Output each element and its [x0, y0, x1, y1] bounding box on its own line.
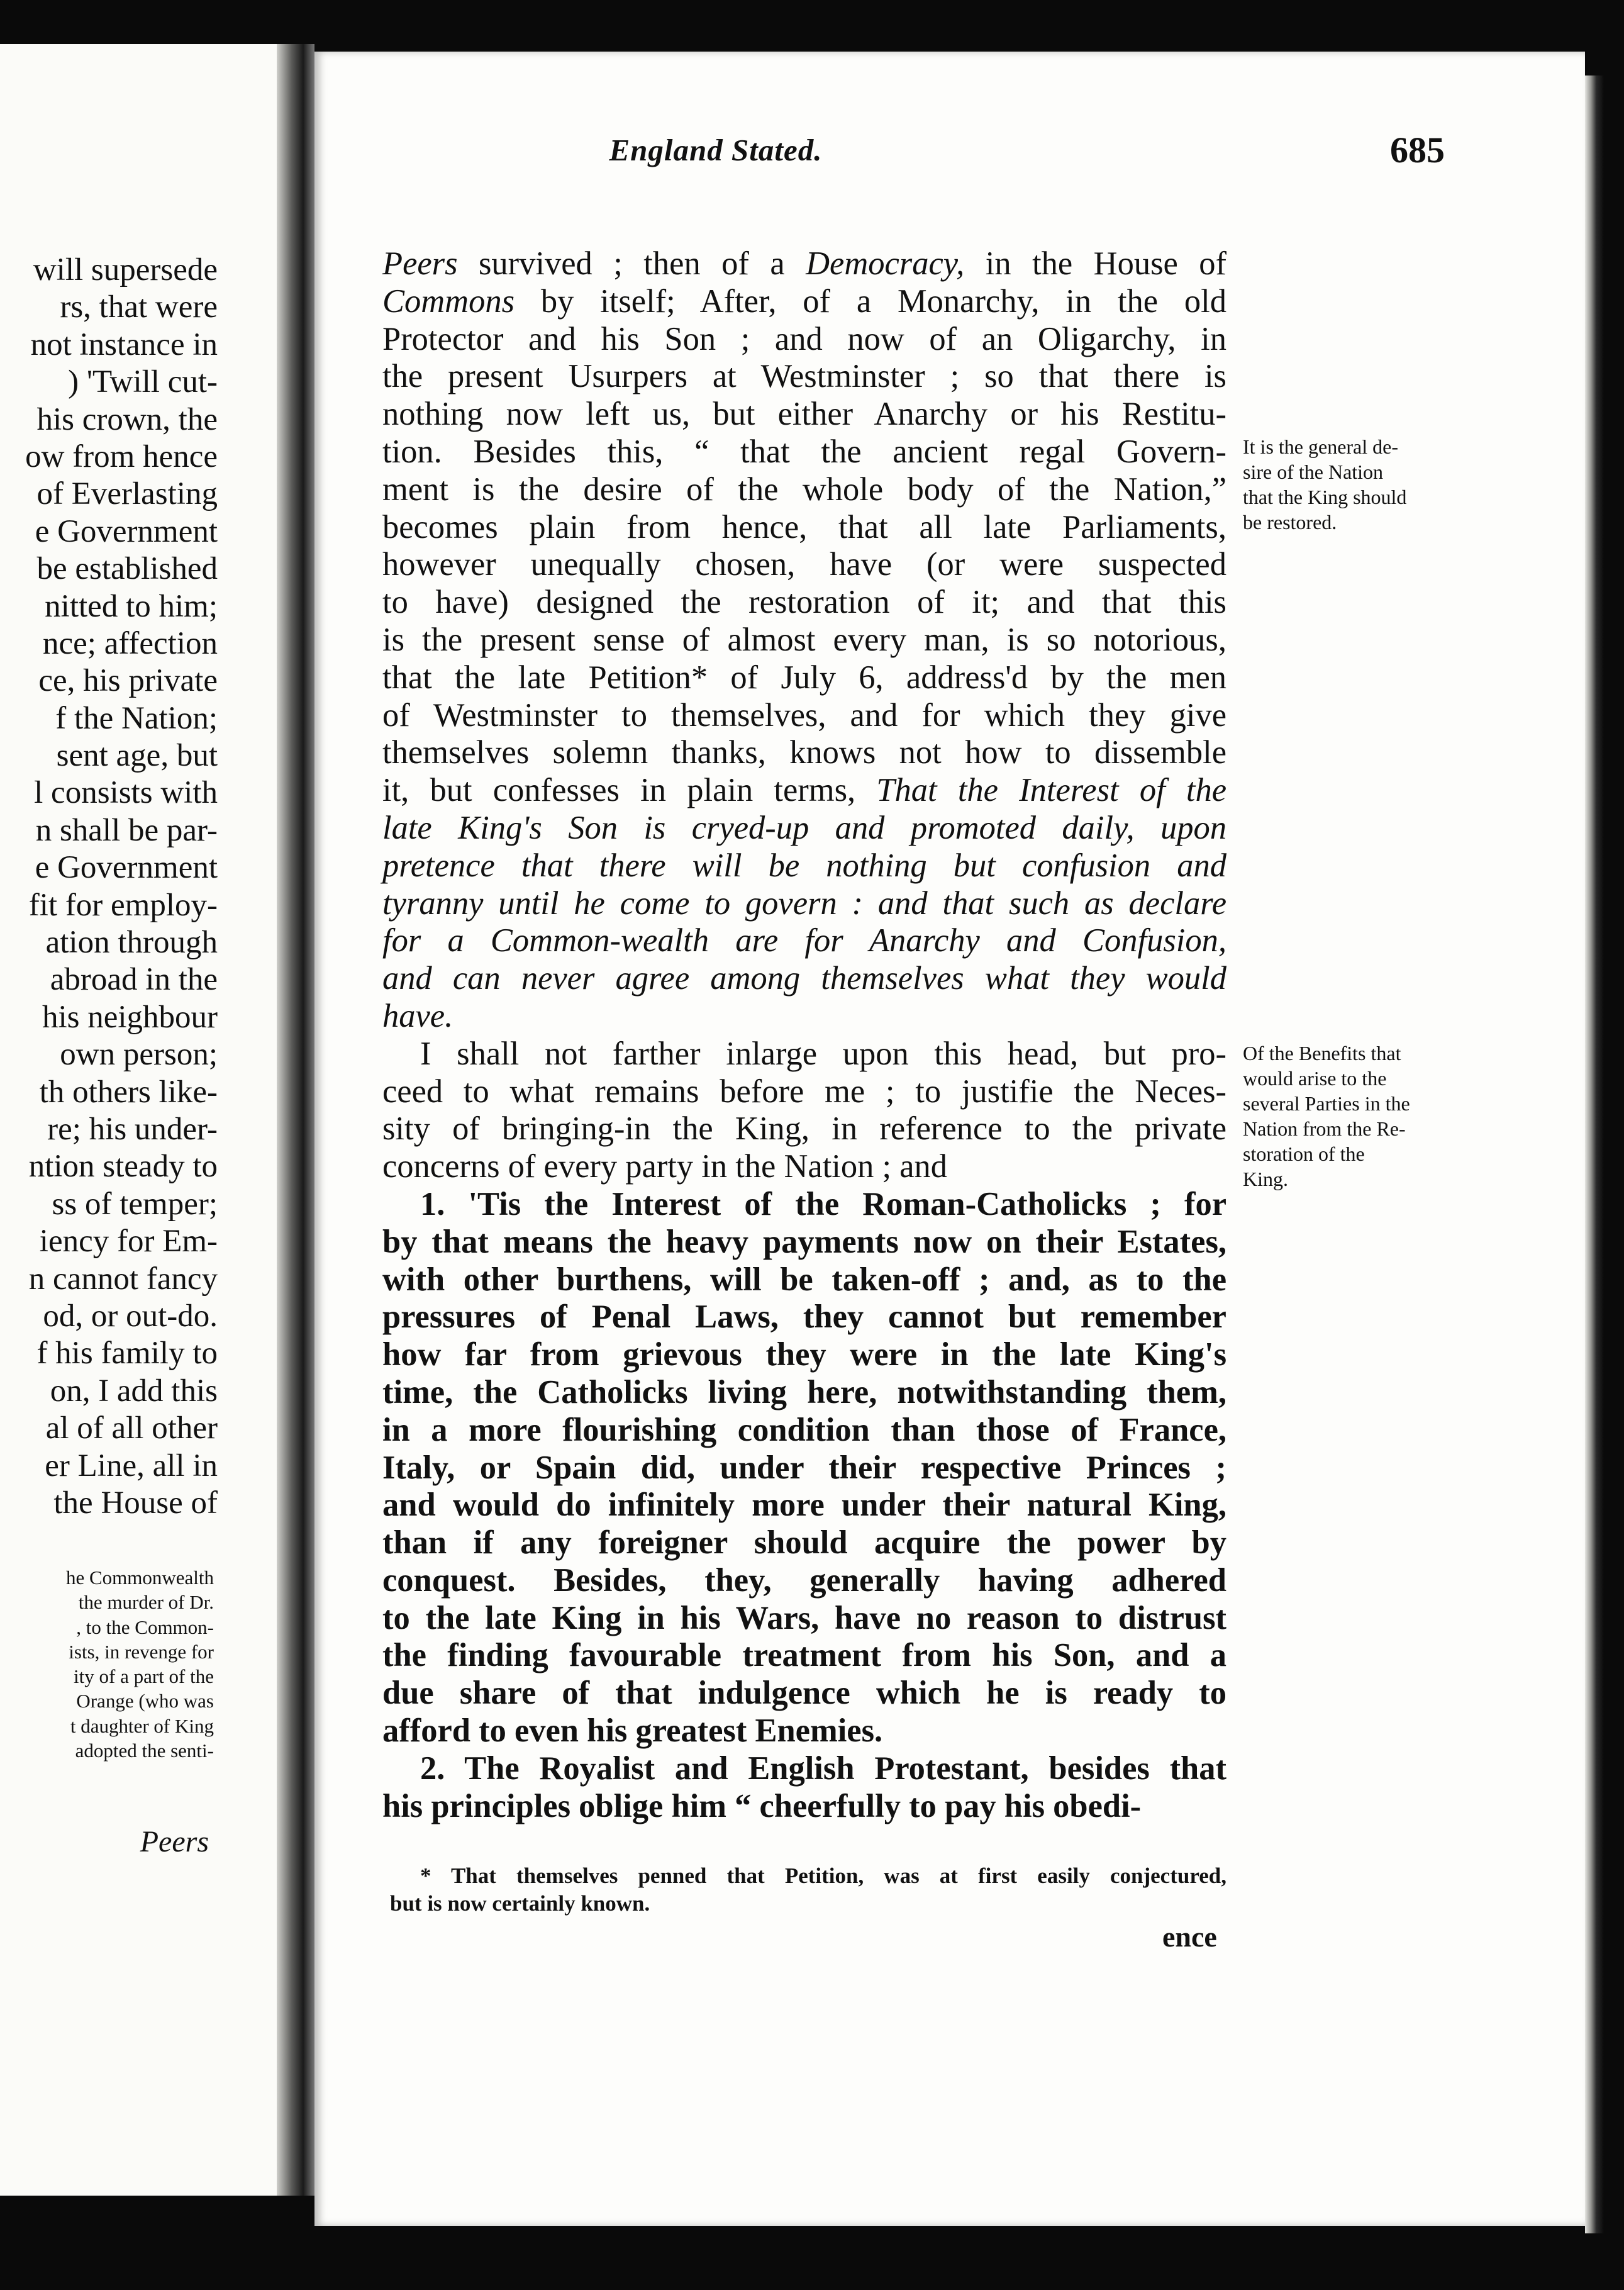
text-run: however unequally chosen, have (or were suspected: [382, 546, 1226, 583]
left-page: [0, 44, 277, 2196]
text-line: [382, 1036, 1226, 1073]
text-run: Protector and his Son ; and now of an Oligarchy, in: [382, 320, 1226, 357]
text-run: 1. 'Tis the Interest of the Roman-Catholicks ; for: [420, 1185, 1226, 1222]
left-page-line: ce, his private: [38, 663, 218, 699]
left-page-line: f his family to: [36, 1336, 218, 1371]
margin-note-line: that the King should: [1243, 486, 1407, 508]
text-line: [382, 1261, 1226, 1299]
text-line: [382, 396, 1226, 433]
text-line: [382, 1524, 1226, 1562]
text-line: [382, 433, 1226, 471]
left-page-line: nce; affection: [43, 625, 218, 661]
text-run: pretence that there will be nothing but confusion and: [382, 847, 1226, 884]
text-run: that the late Petition* of July 6, address'd by the men: [382, 659, 1226, 696]
text-line: [382, 1750, 1226, 1788]
left-page-line: his neighbour: [42, 999, 218, 1035]
left-page-note-line: t daughter of King: [70, 1714, 214, 1737]
left-page-line: the House of: [53, 1485, 218, 1521]
text-run: by itself; After, of a Monarchy, in the old: [514, 282, 1226, 320]
left-page-line: e Government: [35, 513, 218, 549]
left-page-line: ow from hence: [25, 438, 218, 474]
text-line: [382, 998, 1226, 1036]
text-run: survived ; then of a: [457, 245, 806, 282]
margin-note-line: It is the general de-: [1243, 435, 1398, 458]
text-line: [382, 1562, 1226, 1600]
text-run: ment is the desire of the whole body of the Nation,”: [382, 471, 1226, 508]
text-run: in the House of: [964, 245, 1226, 282]
text-line: [382, 1148, 1226, 1186]
left-page-line: be established: [36, 551, 218, 587]
left-page-line: sent age, but: [56, 738, 218, 774]
left-page-line: re; his under-: [47, 1111, 218, 1147]
text-line: [382, 772, 1226, 810]
left-page-note-line: he Commonwealth: [65, 1567, 214, 1589]
text-run: conquest. Besides, they, generally having adhered: [382, 1561, 1226, 1599]
text-run: for a Common-wealth are for Anarchy and Confusion,: [382, 922, 1226, 959]
text-run: and would do infinitely more under their natural King,: [382, 1487, 1226, 1524]
text-line: [382, 1675, 1226, 1712]
text-run: concerns of every party in the Nation ; and: [382, 1148, 948, 1185]
catchword: ence: [1162, 1921, 1217, 1953]
left-page-line: own person;: [60, 1037, 218, 1073]
text-run: afford to even his greatest Enemies.: [382, 1712, 883, 1750]
text-run: 2. The Royalist and English Protestant, besides that: [420, 1750, 1226, 1787]
left-page-note-line: adopted the senti-: [75, 1740, 214, 1762]
left-page-text: [0, 252, 218, 1522]
text-line: [382, 1073, 1226, 1111]
text-line: [382, 734, 1226, 772]
left-page-note-line: Orange (who was: [76, 1690, 214, 1712]
text-run: Italy, or Spain did, under their respective Princes ;: [382, 1449, 1226, 1486]
text-run: the present Usurpers at Westminster ; so that there is: [382, 358, 1226, 395]
footnote: [390, 1862, 1226, 1918]
text-run: by that means the heavy payments now on their Estates,: [382, 1223, 1226, 1260]
text-run: have.: [382, 997, 453, 1034]
text-run: it, but confesses in plain terms,: [382, 772, 877, 809]
text-run: That the Interest of the: [876, 772, 1226, 809]
text-line: [382, 321, 1226, 359]
book-gutter: [277, 44, 314, 2196]
margin-note-line: sire of the Nation: [1243, 461, 1384, 483]
left-page-line: ss of temper;: [52, 1186, 218, 1222]
left-page-line: rs, that were: [60, 289, 218, 325]
left-page-note-line: the murder of Dr.: [78, 1591, 214, 1614]
left-page-catchword: Peers: [140, 1825, 209, 1858]
left-page-line: ation through: [45, 925, 218, 961]
left-page-line: ntion steady to: [28, 1149, 218, 1185]
text-line: [382, 1374, 1226, 1412]
left-page-line: abroad in the: [50, 962, 218, 998]
footnote-line: * That themselves penned that Petition, was at first easily conjectured,: [420, 1863, 1226, 1888]
left-page-line: nitted to him;: [45, 588, 218, 624]
text-run: is the present sense of almost every man, is so notorious,: [382, 621, 1226, 658]
text-line: [382, 960, 1226, 998]
text-line: [382, 1412, 1226, 1449]
left-page-line: not instance in: [30, 327, 218, 362]
text-run: of Westminster to themselves, and for which they give: [382, 696, 1226, 734]
left-page-note-line: ity of a part of the: [74, 1665, 214, 1688]
left-page-line: n cannot fancy: [28, 1261, 218, 1297]
margin-note-line: would arise to the: [1243, 1067, 1387, 1090]
text-run: the finding favourable treatment from his Son, and a: [382, 1637, 1226, 1674]
margin-note-line: storation of the: [1243, 1142, 1365, 1165]
left-page-line: er Line, all in: [45, 1448, 218, 1483]
text-run: how far from grievous they were in the late King's: [382, 1336, 1226, 1373]
text-line: [382, 622, 1226, 659]
text-run: nothing now left us, but either Anarchy or his Restitu-: [382, 396, 1226, 433]
text-run: sity of bringing-in the King, in reference to the private: [382, 1110, 1226, 1148]
text-run: to the late King in his Wars, have no reason to distrust: [382, 1599, 1226, 1636]
text-line: [382, 471, 1226, 509]
margin-note-restoration: [1243, 434, 1494, 535]
text-run: in a more flourishing condition than those of France,: [382, 1411, 1226, 1448]
text-line: [382, 847, 1226, 885]
left-page-line: fit for employ-: [28, 887, 218, 923]
text-line: [382, 1299, 1226, 1336]
margin-note-line: Nation from the Re-: [1243, 1117, 1406, 1140]
left-page-line: al of all other: [45, 1410, 218, 1446]
text-run: pressures of Penal Laws, they cannot but remember: [382, 1299, 1226, 1336]
text-run: themselves solemn thanks, knows not how to dissemble: [382, 734, 1226, 771]
text-run: Peers: [382, 245, 458, 282]
text-line: [382, 697, 1226, 735]
text-line: [382, 584, 1226, 622]
text-run: and can never agree among themselves what they would: [382, 960, 1226, 997]
text-run: Democracy,: [806, 245, 965, 282]
left-page-line: e Government: [35, 850, 218, 886]
text-line: [382, 659, 1226, 697]
left-page-footnote: [0, 1565, 214, 1763]
text-run: becomes plain from hence, that all late Parliaments,: [382, 508, 1226, 545]
left-page-line: ) 'Twill cut-: [68, 364, 218, 400]
margin-note-line: several Parties in the: [1243, 1092, 1410, 1115]
margin-note-line: be restored.: [1243, 511, 1337, 533]
text-line: [382, 1712, 1226, 1750]
text-run: tyranny until he come to govern : and that such as declare: [382, 885, 1226, 922]
text-line: [382, 358, 1226, 396]
text-run: with other burthens, will be taken-off ; and, as to the: [382, 1261, 1226, 1298]
left-page-line: n shall be par-: [35, 812, 218, 848]
text-line: [382, 1600, 1226, 1638]
left-page-line: od, or out-do.: [43, 1298, 218, 1334]
text-line: [382, 1487, 1226, 1524]
text-run: to have) designed the restoration of it; and that this: [382, 584, 1226, 621]
running-head: England Stated.: [609, 133, 823, 167]
text-line: [382, 810, 1226, 847]
text-run: due share of that indulgence which he is ready to: [382, 1675, 1226, 1712]
text-line: [382, 1449, 1226, 1487]
text-line: [382, 922, 1226, 960]
text-run: tion. Besides this, “ that the ancient regal Govern-: [382, 433, 1226, 470]
left-page-line: of Everlasting: [36, 476, 218, 512]
left-page-line: will supersede: [33, 252, 218, 288]
main-text: [382, 245, 1226, 1825]
page-number: 685: [1390, 130, 1445, 170]
text-line: [382, 1637, 1226, 1675]
text-run: his principles oblige him “ cheerfully to pay his obedi-: [382, 1787, 1142, 1824]
margin-note-line: King.: [1243, 1168, 1288, 1190]
left-page-line: iency for Em-: [39, 1224, 218, 1260]
text-line: [382, 1224, 1226, 1261]
text-line: [382, 1336, 1226, 1374]
text-run: I shall not farther inlarge upon this head, but pro-: [420, 1035, 1226, 1072]
text-line: [382, 245, 1226, 283]
text-run: time, the Catholicks living here, notwithstanding them,: [382, 1373, 1226, 1410]
text-run: ceed to what remains before me ; to justifie the Neces-: [382, 1073, 1226, 1110]
left-page-line: th others like-: [39, 1074, 218, 1110]
footnote-line: but is now certainly known.: [390, 1891, 650, 1916]
text-run: than if any foreigner should acquire the power by: [382, 1524, 1226, 1561]
margin-note-benefits: [1243, 1041, 1494, 1192]
left-page-note-line: , to the Common-: [76, 1616, 214, 1638]
text-line: [382, 1110, 1226, 1148]
text-line: [382, 885, 1226, 923]
left-page-line: l consists with: [34, 775, 218, 811]
text-line: [382, 1788, 1226, 1826]
text-line: [382, 1186, 1226, 1224]
left-page-line: f the Nation;: [55, 700, 218, 736]
text-run: Commons: [382, 282, 515, 320]
margin-note-line: Of the Benefits that: [1243, 1042, 1401, 1064]
left-page-note-line: ists, in revenge for: [69, 1640, 214, 1663]
left-page-line: his crown, the: [36, 401, 218, 437]
page-edge: [1585, 75, 1604, 2233]
text-line: [382, 283, 1226, 321]
left-page-line: on, I add this: [50, 1373, 218, 1409]
text-run: late King's Son is cryed-up and promoted daily, upon: [382, 809, 1226, 846]
text-line: [382, 509, 1226, 547]
text-line: [382, 546, 1226, 584]
